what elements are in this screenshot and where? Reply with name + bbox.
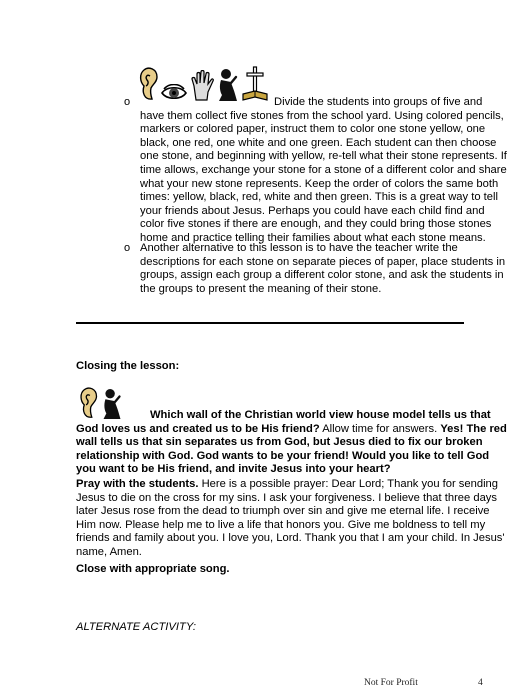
text-line: Another alternative to this lesson is to have the teacher write the	[140, 242, 458, 254]
text-line: name, Amen.	[76, 545, 142, 558]
bold-span: Yes! The red	[440, 422, 507, 435]
text-line: time allows, exchange your stone for a stone of a different color and share	[140, 163, 507, 176]
footer-not-for-profit: Not For Profit	[364, 678, 418, 688]
closing-question-body	[76, 423, 507, 477]
text-line: Him now. Please help me to live a life that honors you. Give me boldness to tell my	[76, 518, 486, 531]
prayer-lead: Pray with the students.	[76, 478, 199, 490]
bold-span: God loves us and created us to be His friend?	[76, 422, 320, 435]
closing-question-line-1	[150, 409, 491, 423]
text-line: descriptions for each stone on separate pieces of paper, place students in	[140, 255, 506, 268]
bullet-1-line-1: Divide the students into groups of five and	[274, 96, 483, 108]
normal-span: Allow time for answers.	[319, 422, 441, 435]
close-song-text: Close with appropriate song.	[76, 563, 230, 575]
ear-icon	[138, 66, 158, 102]
hand-icon	[190, 70, 214, 102]
prayer-paragraph	[76, 478, 505, 560]
footer-page-number: 4	[478, 678, 483, 688]
text-line: groups, assign each group a different color stone, and ask the students in	[140, 269, 504, 282]
bold-span: you want to be His friend, and invite Jesus into your heart?	[76, 463, 391, 476]
text-line: black, one red, one white and one green. Each student can then choose	[140, 136, 497, 149]
text-line	[76, 436, 507, 450]
text-line	[76, 450, 507, 464]
bold-span: relationship with God. God wants to be your friend! Would you like to tell God	[76, 449, 490, 462]
bold-span: wall tells us that sin separates us from God, but Jesus died to fix our broken	[76, 436, 483, 449]
alternate-activity-text: ALTERNATE ACTIVITY:	[76, 621, 196, 633]
text-line: friends and family about you. I love you, Lord. Thank you that I am your child. In Jesus'	[76, 532, 505, 545]
ear-icon	[78, 386, 98, 420]
text-line: your friends about Jesus. Perhaps you could have each child find and	[140, 204, 485, 217]
closing-heading	[76, 360, 179, 374]
praying-person-icon	[217, 68, 239, 102]
bullet-marker: o	[124, 96, 131, 108]
text-line	[76, 423, 507, 437]
text-line: have them collect five stones from the school yard. Using colored pencils,	[140, 109, 504, 122]
text-line: later Jesus rose from the dead to triumph over sin and give me eternal life. I receive	[76, 505, 490, 518]
closing-question-text: Which wall of the Christian world view house model tells us that	[150, 409, 491, 421]
normal-span: Here is a possible prayer: Dear Lord; Thank you for sending	[198, 478, 498, 490]
text-line: color five stones if there are enough, and they could bring those stones	[140, 218, 492, 231]
closing-heading-text: Closing the lesson:	[76, 360, 180, 372]
alternate-activity-heading	[76, 621, 196, 635]
eye-icon	[161, 84, 187, 102]
sense-icons-row	[138, 66, 268, 102]
bullet-1-body	[140, 110, 507, 246]
text-line: one stone, and beginning with yellow, re-tell what their stone represents. If	[140, 150, 507, 163]
closing-icons-row	[78, 386, 123, 420]
text-line: Jesus to die on the cross for my sins. I ask your forgiveness. I believe that three days	[76, 491, 497, 504]
cross-bible-icon	[242, 66, 268, 102]
text-line: what your new stone represents. Keep the order of colors the same both	[140, 177, 499, 190]
close-song	[76, 563, 230, 577]
text-line	[76, 463, 507, 477]
section-divider	[76, 322, 464, 324]
praying-person-icon	[101, 388, 123, 420]
text-line: home and practice telling their families about what each stone means.	[140, 231, 486, 244]
text-line: times: yellow, black, red, white and then green. This is a great way to tell	[140, 191, 498, 204]
text-line	[76, 478, 505, 492]
bullet-2-body	[140, 242, 505, 296]
bullet-marker: o	[124, 242, 131, 254]
text-line: the groups to present the meaning of their stone.	[140, 282, 382, 295]
text-line: markers or colored paper, instruct them to color one stone yellow, one	[140, 123, 486, 136]
